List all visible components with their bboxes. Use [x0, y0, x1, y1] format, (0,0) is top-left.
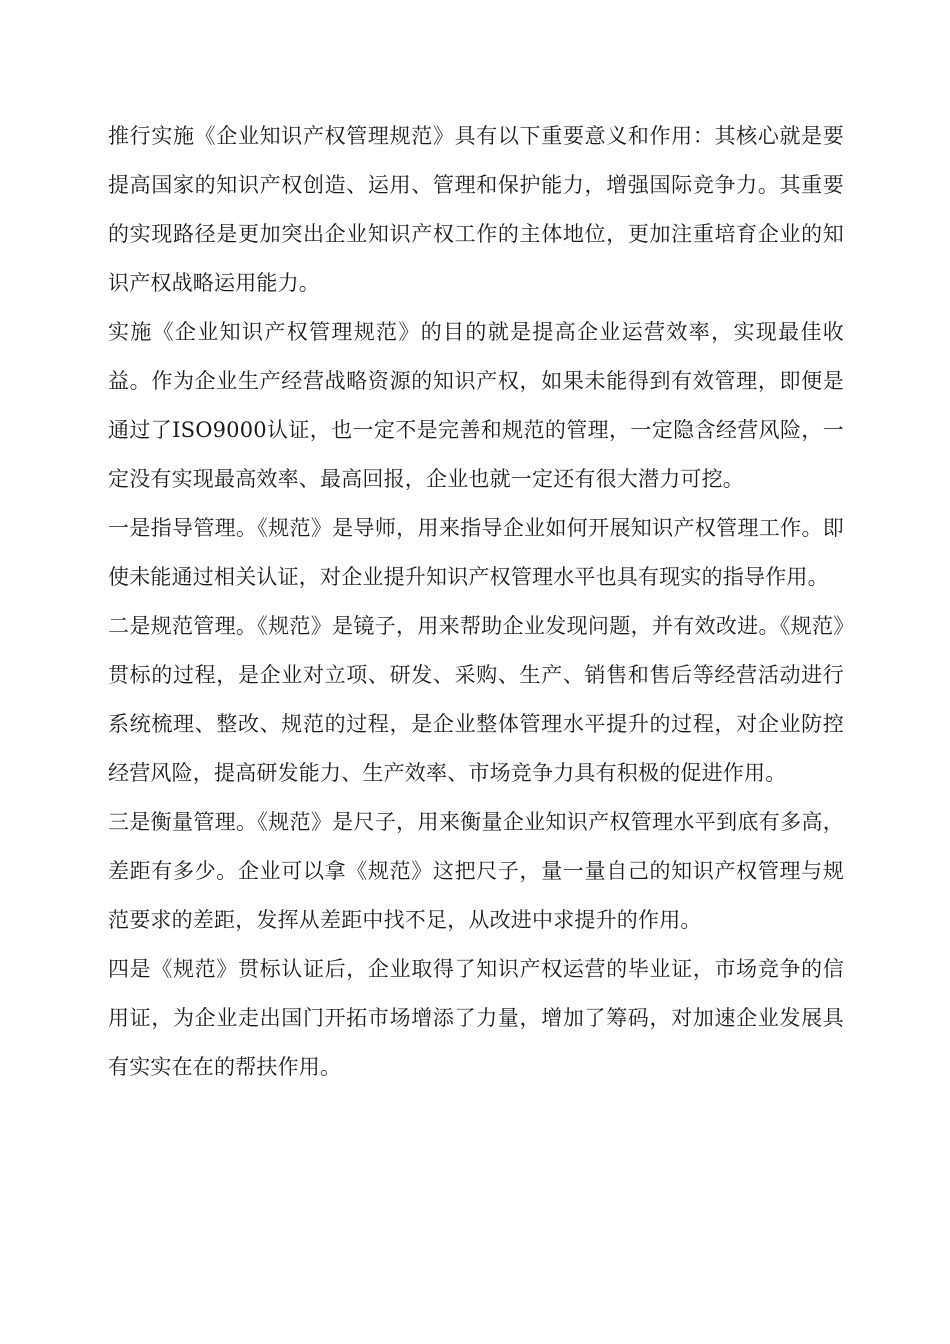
- paragraph-significance: 推行实施《企业知识产权管理规范》具有以下重要意义和作用：其核心就是要提高国家的知识产权创造、运用、管理和保护能力，增强国际竞争力。其重要的实现路径是更加突出企业知识产权工作的主体地位，更加注重培育企业的知识产权战略运用能力。: [108, 124, 844, 295]
- paragraph-purpose: 实施《企业知识产权管理规范》的目的就是提高企业运营效率，实现最佳收益。作为企业生产经营战略资源的知识产权，如果未能得到有效管理，即便是通过了ISO9000认证，也一定不是完善和规范的管理，一定隐含经营风险，一定没有实现最高效率、最高回报，企业也就一定还有很大潜力可挖。: [108, 320, 844, 491]
- paragraph-guidance: 一是指导管理。《规范》是导师，用来指导企业如何开展知识产权管理工作。即使未能通过相关认证，对企业提升知识产权管理水平也具有现实的指导作用。: [108, 516, 844, 589]
- paragraph-measurement: 三是衡量管理。《规范》是尺子，用来衡量企业知识产权管理水平到底有多高，差距有多少。企业可以拿《规范》这把尺子，量一量自己的知识产权管理与规范要求的差距，发挥从差距中找不足，从改进中求提升的作用。: [108, 810, 844, 932]
- paragraph-standardization: 二是规范管理。《规范》是镜子，用来帮助企业发现问题，并有效改进。《规范》贯标的过程，是企业对立项、研发、采购、生产、销售和售后等经营活动进行系统梳理、整改、规范的过程，是企业整体管理水平提升的过程，对企业防控经营风险，提高研发能力、生产效率、市场竞争力具有积极的促进作用。: [108, 614, 844, 785]
- paragraph-certification: 四是《规范》贯标认证后，企业取得了知识产权运营的毕业证，市场竞争的信用证，为企业走出国门开拓市场增添了力量，增加了筹码，对加速企业发展具有实实在在的帮扶作用。: [108, 957, 844, 1079]
- document-body: [108, 112, 844, 1092]
